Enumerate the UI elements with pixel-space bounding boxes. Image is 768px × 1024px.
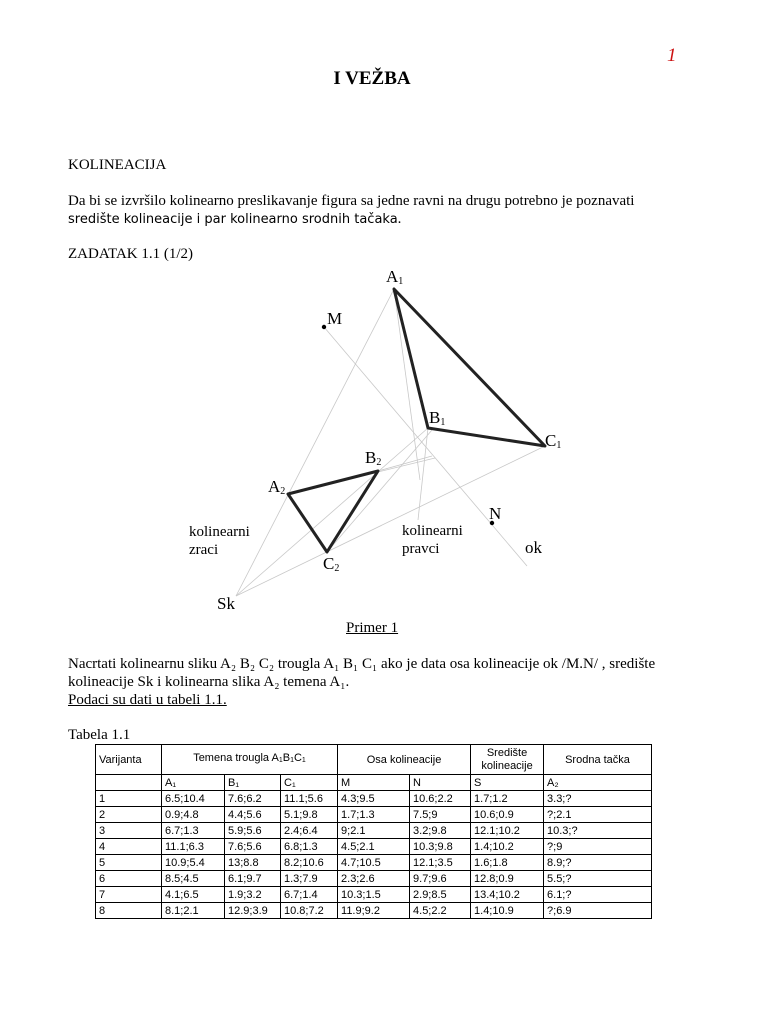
table-cell: 4.1;6.5	[162, 887, 225, 903]
table-cell: 7.6;5.6	[225, 839, 281, 855]
table-cell: ?;6.9	[544, 903, 652, 919]
table-cell: 10.3;1.5	[338, 887, 410, 903]
subheader-empty	[96, 775, 162, 791]
table-cell: 9.7;9.6	[410, 871, 471, 887]
table-cell: 8.5;4.5	[162, 871, 225, 887]
table-cell: 1.6;1.8	[471, 855, 544, 871]
table-cell: 9;2.1	[338, 823, 410, 839]
header-center: Središte kolineacije	[471, 745, 544, 775]
label-rays-2: zraci	[189, 542, 219, 558]
table-cell: 1.7;1.2	[471, 791, 544, 807]
header-axis: Osa kolineacije	[338, 745, 471, 775]
table-cell: 1.4;10.9	[471, 903, 544, 919]
table-cell: 6.1;9.7	[225, 871, 281, 887]
table-cell: 10.9;5.4	[162, 855, 225, 871]
table-cell: 3	[96, 823, 162, 839]
subheader-a2: A₂	[544, 775, 652, 791]
table-row	[96, 823, 652, 839]
table-cell: ?;2.1	[544, 807, 652, 823]
table-cell: 1	[96, 791, 162, 807]
table-cell: 2.9;8.5	[410, 887, 471, 903]
table-cell: 7	[96, 887, 162, 903]
table-cell: 1.4;10.2	[471, 839, 544, 855]
table-cell: 10.6;2.2	[410, 791, 471, 807]
table-row	[96, 855, 652, 871]
table-cell: 1.9;3.2	[225, 887, 281, 903]
page-title: I VEŽBA	[333, 68, 411, 89]
label-m: M	[327, 309, 343, 328]
table-cell: 13;8.8	[225, 855, 281, 871]
point-m-marker	[322, 325, 326, 329]
label-ok: ok	[525, 538, 542, 557]
table-row	[96, 807, 652, 823]
table-cell: 12.1;10.2	[471, 823, 544, 839]
table-cell: 11.1;6.3	[162, 839, 225, 855]
table-cell: 4.5;2.1	[338, 839, 410, 855]
label-a2: A2	[268, 477, 286, 497]
intro-line-1: Da bi se izvršilo kolinearno preslikavanje figura sa jedne ravni na drugu potrebno je poznavati	[68, 193, 635, 209]
figure-caption: Primer 1	[346, 620, 399, 636]
table-cell: 8.2;10.6	[281, 855, 338, 871]
ray-sk-a1	[236, 289, 394, 596]
table-row	[96, 871, 652, 887]
table-cell: 5.5;?	[544, 871, 652, 887]
table-cell: 3.2;9.8	[410, 823, 471, 839]
subheader-a1: A₁	[162, 775, 225, 791]
label-a1: A1	[386, 267, 404, 287]
task-heading: ZADATAK 1.1 (1/2)	[68, 246, 194, 262]
table-cell: 1.3;7.9	[281, 871, 338, 887]
table-cell: 10.8;7.2	[281, 903, 338, 919]
table-cell: ?;9	[544, 839, 652, 855]
header-variant: Varijanta	[96, 745, 162, 775]
subheader-s: S	[471, 775, 544, 791]
table-title: Tabela 1.1	[68, 727, 131, 743]
subheader-n: N	[410, 775, 471, 791]
table-cell: 10.3;?	[544, 823, 652, 839]
table-cell: 10.3;9.8	[410, 839, 471, 855]
label-b2: B2	[365, 448, 382, 468]
table-cell: 2	[96, 807, 162, 823]
section-heading: KOLINEACIJA	[68, 157, 167, 173]
instruction-paragraph	[68, 655, 655, 709]
label-c1: C1	[545, 431, 562, 451]
subheader-b1: B₁	[225, 775, 281, 791]
label-n: N	[489, 504, 502, 523]
table-cell: 6.7;1.4	[281, 887, 338, 903]
table-header-row	[96, 745, 652, 775]
table-cell: 2.3;2.6	[338, 871, 410, 887]
table-cell: 5.1;9.8	[281, 807, 338, 823]
table-cell: 0.9;4.8	[162, 807, 225, 823]
instruction-line-1: Nacrtati kolinearnu sliku A₂ B₂ C₂ trougla A₁ B₁ C₁ ako je data osa kolineacije ok /M.N/ , središte	[68, 656, 656, 672]
table-cell: 4.3;9.5	[338, 791, 410, 807]
table-cell: 12.1;3.5	[410, 855, 471, 871]
label-rays-1: kolinearni	[189, 524, 250, 540]
data-table	[95, 744, 652, 919]
table-cell: 6	[96, 871, 162, 887]
instruction-line-2: kolineacije Sk i kolinearna slika A₂ temena A₁.	[68, 674, 350, 690]
label-sk: Sk	[217, 594, 235, 613]
table-cell: 10.6;0.9	[471, 807, 544, 823]
table-cell: 7.5;9	[410, 807, 471, 823]
table-cell: 2.4;6.4	[281, 823, 338, 839]
header-triangle: Temena trougla $A_1B_1C_1$	[162, 745, 338, 775]
label-b1: B1	[429, 408, 446, 428]
table-cell: 5	[96, 855, 162, 871]
label-c2: C2	[323, 554, 340, 574]
construction-lines	[236, 289, 545, 596]
table-cell: 8.1;2.1	[162, 903, 225, 919]
label-lines-1: kolinearni	[402, 523, 463, 539]
label-lines-2: pravci	[402, 541, 440, 557]
table-row	[96, 903, 652, 919]
table-cell: 13.4;10.2	[471, 887, 544, 903]
page-number: 1	[667, 45, 677, 66]
subheader-m: M	[338, 775, 410, 791]
table-cell: 11.9;9.2	[338, 903, 410, 919]
instruction-line-3: Podaci su dati u tabeli 1.1.	[68, 692, 227, 708]
triangle-a1b1c1	[394, 289, 545, 446]
table-cell: 4.5;2.2	[410, 903, 471, 919]
table-cell: 3.3;?	[544, 791, 652, 807]
table-cell: 12.9;3.9	[225, 903, 281, 919]
header-related-point: Srodna tačka	[544, 745, 652, 775]
table-cell: 1.7;1.3	[338, 807, 410, 823]
subheader-c1: C₁	[281, 775, 338, 791]
table-row	[96, 839, 652, 855]
table-cell: 6.8;1.3	[281, 839, 338, 855]
table-cell: 4.7;10.5	[338, 855, 410, 871]
table-cell: 12.8;0.9	[471, 871, 544, 887]
table-cell: 8.9;?	[544, 855, 652, 871]
table-cell: 11.1;5.6	[281, 791, 338, 807]
table-cell: 5.9;5.6	[225, 823, 281, 839]
intro-period: .	[397, 211, 402, 227]
intro-line-2-text: središte kolineacije i par kolinearno srodnih tačaka	[68, 212, 398, 227]
table-row	[96, 887, 652, 903]
table-cell: 6.7;1.3	[162, 823, 225, 839]
table-cell: 4	[96, 839, 162, 855]
table-row	[96, 791, 652, 807]
table-cell: 7.6;6.2	[225, 791, 281, 807]
table-cell: 6.1;?	[544, 887, 652, 903]
table-cell: 4.4;5.6	[225, 807, 281, 823]
table-subheader-row	[96, 775, 652, 791]
table-cell: 6.5;10.4	[162, 791, 225, 807]
table-cell: 8	[96, 903, 162, 919]
